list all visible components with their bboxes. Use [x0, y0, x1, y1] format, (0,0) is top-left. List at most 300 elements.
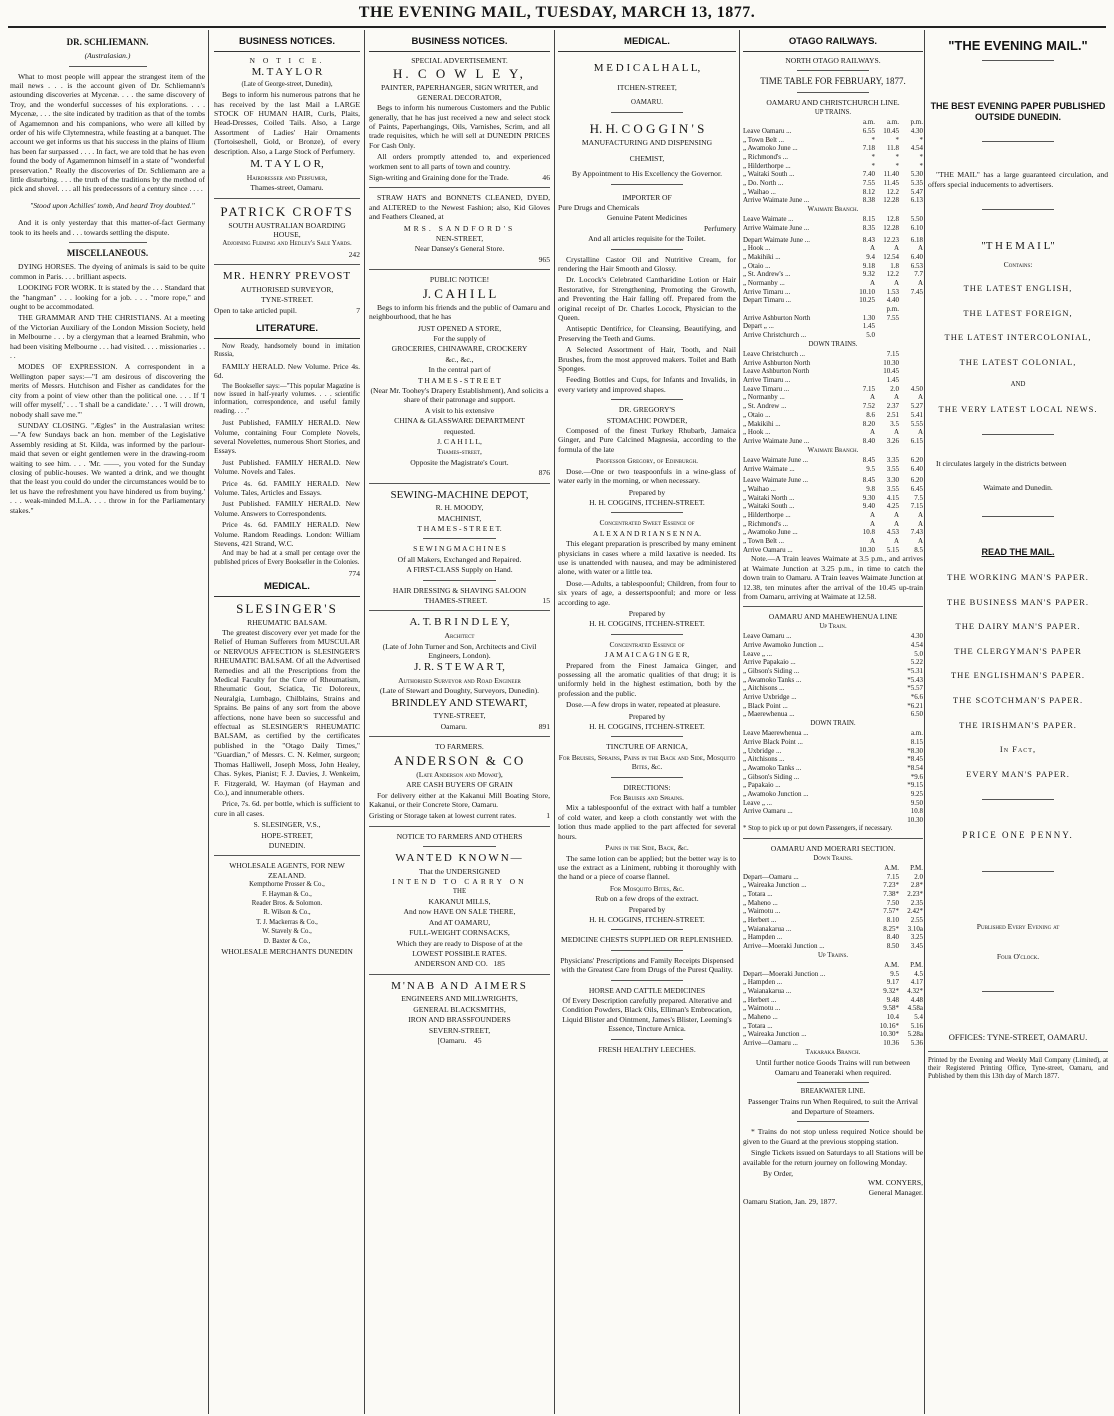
station-name: Arrive Waimate June ... [743, 196, 810, 205]
station-name: Leave Waimate June ... [743, 455, 809, 464]
branch-title: Waimate Branch. [807, 446, 859, 454]
paper-heading: "T H E M A I L" [981, 240, 1055, 253]
departure-time: 5.4 [914, 1013, 923, 1022]
departure-time: 6.50 [910, 710, 923, 719]
article-paragraph: What to most people will appear the strangest item of the mail news . . . is the account given of Dr. Schliemann's astounding discoveries at Mycenæ. . . . the same discovery of Troy, and the wonderful successes of his explorations. . . . Mycenæ, . . . the site indicated by tradition as that of the tombs of Agamemnon and his companions, who were all killed by order of his wife Clytemnestra, while feasting at a banquet. The account we get informs us that his success in the plains of Ilium has been far surpassed . . . . In fact, we are told that he has even found the body of Agamemnon himself in a state of "wonderful preservation." Really the discoveries of Dr. Schliemann are a little disturbing. . . . the truth of the traditions by the method of pick and shovel. . . . all his predecessors of a century since . . . . [10, 71, 205, 194]
departure-time: 4.30 [910, 126, 923, 135]
column-2 [214, 34, 360, 1412]
station-name: „ Waianakarua ... [743, 924, 792, 933]
departure-time: 3.10a [907, 924, 923, 933]
timetable-row [743, 420, 923, 429]
contents-item: THE LATEST COLONIAL, [959, 356, 1077, 367]
timetable-note: Passenger Trains run When Required, to suit the Arrival and Departure of Steamers. [747, 1097, 919, 1116]
audience-item: THE IRISHMAN'S PAPER. [959, 719, 1077, 730]
station-name: „ Waihao ... [743, 187, 776, 196]
departure-time: 6.13 [910, 196, 923, 205]
literature-item: Price 4s. 6d. FAMILY HERALD. New Volume. Random Readings. London: William Stevens, 421 Strand, W.C. [214, 520, 360, 549]
ad-address: Adjoining Fleming and Hedley's Sale Yards. [222, 240, 352, 248]
departure-time: 10.8 [862, 528, 875, 537]
departure-time: 7.55 [862, 178, 875, 187]
station-name: Leave Waimate June ... [743, 476, 809, 485]
ad-body: (Late of John Turner and Son, Architects and Civil Engineers, London). [382, 641, 537, 660]
station-name: Depart Waimate June ... [743, 235, 810, 244]
departure-time: * [919, 152, 923, 161]
section-header: BUSINESS NOTICES. [369, 34, 550, 52]
timetable-header: a.m. a.m. p.m. [862, 118, 923, 127]
departure-time: 8.6 [866, 410, 875, 419]
section-header: BUSINESS NOTICES. [214, 34, 360, 52]
misc-item: THE GRAMMAR AND THE CHRISTIANS. At a meeting of the Victorian Auxiliary of the London Mission Society, held in Melbourne . . . by a clergyman that a learned Brahmin, who had been visiting Melbourne . . . had visited. . . . missionaries . . . . [10, 313, 205, 361]
ad-line: THE [452, 887, 467, 895]
ad-line: A FIRST-CLASS Supply on Hand. [406, 565, 513, 575]
departure-time: A [917, 393, 923, 402]
timetable-row [743, 437, 923, 446]
departure-time: 4.5 [914, 969, 923, 978]
literature-item: Just Published. FAMILY HERALD. New Volume. Answers to Correspondents. [214, 499, 360, 518]
timetable-row [743, 456, 923, 465]
ad-body: (Late of Stewart and Doughty, Surveyors, Dunedin). [379, 686, 540, 696]
divider [611, 249, 682, 250]
departure-time: 8.40 [862, 436, 875, 445]
departure-time: 5.27 [910, 402, 923, 411]
departure-time: 5.41 [910, 410, 923, 419]
misc-item: DYING HORSES. The dyeing of animals is said to be quite common in Paris. . . . brilliant aspects. [10, 262, 205, 281]
divider [611, 184, 682, 185]
timetable-note: Single Tickets issued on Saturdays to all Stations will be available for the return journey on following Monday. [743, 1148, 923, 1167]
product-item: Dr. Locock's Celebrated Cantharidine Lotion or Hair Restorative, for Strengthening, Promoting the Growth, and Preventing the Hair falling off. Prepared from the original receipt of Dr. Charles Locock, Physician to the Queen. [558, 275, 736, 323]
contents-item: THE LATEST ENGLISH, [963, 283, 1073, 294]
column-rule [924, 30, 925, 1414]
agent-item: T. J. Mackerras & Co., [256, 918, 318, 926]
divider [369, 826, 550, 827]
station-name: „ Hampden ... [743, 978, 783, 987]
departure-time: 2.42* [907, 907, 923, 916]
ad-name: ANDERSON & CO [393, 752, 526, 768]
departure-time: 5.16 [910, 1021, 923, 1030]
station-name: „ Otaio ... [743, 410, 771, 419]
station-name: „ Awamoko June ... [743, 528, 798, 537]
divider [982, 434, 1054, 435]
divider [214, 855, 360, 856]
ad-line: Concentrated Sweet Essence of [599, 518, 695, 528]
ad-signature: H. H. COGGINS, ITCHEN-STREET. [589, 914, 705, 924]
departure-time: * [871, 161, 875, 170]
station-name: „ Waireaka Junction ... [743, 881, 807, 890]
timetable-row [743, 153, 923, 162]
station-name: Depart Timaru ... [743, 296, 792, 305]
price: PRICE ONE PENNY. [962, 830, 1074, 841]
timetable-row [743, 528, 923, 537]
divider [982, 991, 1054, 992]
station-name: „ Hilderthorpe ... [743, 510, 791, 519]
departure-time: * [895, 135, 899, 144]
departure-time: 3.26 [886, 436, 899, 445]
ad-note: Gristing or Storage taken at lowest current rates. 1 [369, 811, 550, 821]
timetable-row [743, 641, 923, 650]
divider [797, 92, 869, 93]
departure-time: 12.28 [883, 223, 899, 232]
departure-time [899, 314, 923, 323]
ad-address: ITCHEN-STREET, [617, 83, 677, 93]
departure-time: 7.18 [862, 144, 875, 153]
departure-time: 8.15 [862, 215, 875, 224]
departure-time: 3.55 [886, 464, 899, 473]
literature-item: Now Ready, handsomely bound in imitation Russia, [214, 342, 360, 359]
line-title: OAMARU AND MAHEWHENUA LINE [768, 612, 898, 622]
departure-time: 12.2 [886, 270, 899, 279]
station-name: „ Hook ... [743, 428, 771, 437]
departure-time [875, 322, 899, 331]
station-name: „ Aitchisons ... [743, 684, 785, 693]
departure-time: A [893, 244, 899, 253]
timetable-row [743, 978, 923, 987]
timetable-row [743, 933, 923, 942]
timetable-header: A.M. P.M. [884, 863, 923, 872]
ad-address: T H A M E S - S T R E E T. [417, 524, 502, 534]
section-title-miscellaneous: MISCELLANEOUS. [66, 248, 149, 259]
contents-label: Contains: [1003, 259, 1033, 269]
timetable-row [743, 537, 923, 546]
departure-time: *6.6 [910, 692, 923, 701]
ad-address: NEN-STREET, [435, 233, 484, 243]
departure-time: 9.32 [862, 270, 875, 279]
ad-signature: M. T A Y L O R, [250, 158, 324, 171]
divider [369, 610, 550, 611]
column-rule [739, 30, 740, 1414]
ad-line: Perfumery [703, 223, 736, 233]
divider [611, 112, 682, 113]
departure-time: A [917, 510, 923, 519]
departure-time: 12.28 [883, 196, 899, 205]
timetable-row [743, 1013, 923, 1022]
ad-line: Of all Makers, Exchanged and Repaired. [397, 554, 522, 564]
departure-time: 5.35 [910, 178, 923, 187]
departure-time: * [919, 161, 923, 170]
timetable-row [743, 916, 923, 925]
station-name: Arrive Awamoko Junction ... [743, 640, 824, 649]
ad-line: Genuine Patent Medicines [606, 213, 688, 223]
agent-item: F. Hayman & Co., [262, 890, 312, 898]
departure-time: 10.4 [886, 1013, 899, 1022]
timetable-row [743, 511, 923, 520]
station-name: „ Makikihi ... [743, 419, 781, 428]
agents-footer: WHOLESALE MERCHANTS DUNEDIN [221, 947, 353, 957]
ad-line: Which they are ready to Dispose of at the [396, 938, 523, 948]
ad-address: Thames-street, Oamaru. [250, 183, 324, 193]
timetable-row [743, 702, 923, 711]
timetable-row [743, 942, 923, 951]
divider [611, 929, 682, 930]
station-name: „ Maerewhenua ... [743, 710, 795, 719]
departure-time: 7.7 [914, 270, 923, 279]
departure-time: 12.23 [883, 235, 899, 244]
timetable-om-down [743, 864, 923, 951]
station-name: „ Gibson's Siding ... [743, 666, 800, 675]
ad-line: T H A M E S - S T R E E T [418, 375, 501, 385]
ad-signature: H. H. COGGINS, ITCHEN-STREET. [589, 619, 705, 629]
divider [369, 187, 550, 188]
timetable-row [743, 314, 923, 323]
timetable-row [743, 546, 923, 555]
timetable-row [743, 773, 923, 782]
departure-time [899, 296, 923, 305]
timetable-mw-down [743, 729, 923, 824]
station-name: „ Hook ... [743, 244, 771, 253]
departure-time: *9.6 [910, 772, 923, 781]
timetable-row [743, 485, 923, 494]
departure-time: 3.30 [886, 476, 899, 485]
timetable-row [743, 781, 923, 790]
departure-time: 5.55 [910, 419, 923, 428]
timetable-branch [743, 215, 923, 232]
station-name: „ Waihao ... [743, 484, 776, 493]
departure-time: 7.50 [886, 898, 899, 907]
departure-time: 6.53 [910, 261, 923, 270]
ad-body: Dose.—Adults, a tablespoonful; Children, from four to six years of age, a dessertspoonful; and more or less according to age. [558, 578, 736, 607]
departure-time: A [893, 510, 899, 519]
departure-time: * [871, 152, 875, 161]
timetable-row [743, 684, 923, 693]
ad-trade: MACHINIST, [437, 513, 482, 523]
line-title: BREAKWATER LINE. [800, 1088, 866, 1096]
ad-address: Opposite the Magistrate's Court. [410, 457, 509, 467]
railway-subtitle: NORTH OTAGO RAILWAYS. [785, 55, 881, 65]
timetable-row [743, 350, 923, 359]
ad-name: M'NAB AND AIMERS [391, 979, 528, 992]
departure-time [851, 305, 875, 314]
ad-line: JUST OPENED A STORE, [417, 323, 502, 333]
timetable-row [743, 428, 923, 437]
station-name: Leave Oamaru ... [743, 126, 792, 135]
departure-time: 2.51 [886, 410, 899, 419]
ad-name: M E D I C A L H A L L, [593, 61, 701, 74]
timetable-mw-up [743, 632, 923, 719]
station-name: Leave Timaru ... [743, 384, 790, 393]
departure-time: 10.8 [910, 807, 923, 816]
divider [743, 606, 923, 607]
departure-time: 9.40 [862, 502, 875, 511]
departure-time: 6.45 [910, 484, 923, 493]
audience-item: THE CLERGYMAN'S PAPER [954, 645, 1082, 656]
timetable-row [743, 144, 923, 153]
timetable-row [743, 1030, 923, 1039]
timetable-row [743, 807, 923, 816]
contents-item: AND [1010, 381, 1026, 389]
ad-name: J A M A I C A G I N G E R, [604, 650, 690, 660]
departure-time [899, 359, 923, 368]
departure-time: 9.58* [883, 1004, 899, 1013]
timetable-row [743, 262, 923, 271]
departure-time: 5.36 [910, 1039, 923, 1048]
station-name: Arrive Oamaru ... [743, 807, 793, 816]
timetable-row [743, 899, 923, 908]
departure-time: 4.15 [886, 493, 899, 502]
misc-item: MODES OF EXPRESSION. A correspondent in a Wellington paper says:—"I am desirous of discovering the merits of Messrs. Hutchison and Fisher as candidates for the city from a point of view other than the political one. . . . If 'I will offer myself,' . . . 'I shall be a candidate.' . . . 'I will drown, nobody shall save me.'" [10, 362, 205, 419]
ad-line: FRESH HEALTHY LEECHES. [598, 1044, 696, 1054]
station-name [743, 816, 899, 825]
departure-time: 5.47 [910, 187, 923, 196]
ad-name: HORSE AND CATTLE MEDICINES [588, 985, 706, 995]
order-line: By Order, [763, 1168, 794, 1178]
read-heading: READ THE MAIL. [981, 547, 1055, 558]
ad-line: That the UNDERSIGNED [419, 866, 500, 876]
departure-time: *6.21 [907, 701, 923, 710]
departure-time: 5.0 [914, 649, 923, 658]
timetable-row [743, 729, 923, 738]
column-4 [558, 34, 736, 1412]
ad-subtitle: (Late Anderson and Mowat), [416, 769, 503, 779]
departure-time: 4.58a [907, 1004, 923, 1013]
timetable-row [743, 755, 923, 764]
section-header: LITERATURE. [214, 321, 360, 339]
audience-item: THE BUSINESS MAN'S PAPER. [947, 596, 1089, 607]
timetable-row [743, 632, 923, 641]
ad-body: Rub on a few drops of the extract. [595, 894, 699, 904]
departure-time: 5.30 [910, 170, 923, 179]
timetable-note: * Trains do not stop unless required Notice should be given to the Guard at the previous stopping station. [743, 1127, 923, 1146]
ad-trade: Hairdresser and Perfumer, [246, 172, 328, 182]
departure-time: 4.25 [886, 502, 899, 511]
agent-item: D. Baxter & Co., [263, 937, 311, 945]
timetable-row [743, 402, 923, 411]
station-name: „ Gibson's Siding ... [743, 772, 800, 781]
station-name [743, 305, 851, 314]
departure-time: 2.55 [910, 916, 923, 924]
station-name: „ Awamoko June ... [743, 144, 798, 153]
station-name: „ Richmond's ... [743, 152, 789, 161]
station-name: „ Hampden ... [743, 933, 783, 942]
paper-districts: Waimate and Dunedin. [983, 482, 1053, 492]
divider [369, 736, 550, 737]
station-name: Arrive Ashburton North [743, 358, 811, 367]
manager-title: General Manager. [868, 1187, 923, 1197]
departure-time: 11.40 [883, 170, 899, 179]
ad-line: Professor Gregory, of Edinburgh. [595, 456, 699, 466]
departure-time: A [893, 428, 899, 437]
paper-circulation: "THE MAIL" has a large guaranteed circulation, and offers special inducements to advertisers. [928, 170, 1108, 189]
station-name: „ Waireaka Junction ... [743, 1030, 807, 1039]
agent-item: Kempthorne Prosser & Co., [249, 881, 325, 889]
paper-districts: It circulates largely in the districts between [936, 459, 1067, 469]
direction-title: Down Trains. [813, 854, 853, 862]
departure-time: 6.18 [910, 235, 923, 244]
departure-time [851, 350, 875, 359]
departure-time: 9.5 [890, 969, 899, 978]
departure-time: 2.0 [890, 384, 899, 393]
timetable-row [743, 747, 923, 756]
departure-time: 5.28a [907, 1030, 923, 1039]
divider [797, 1121, 869, 1122]
departure-time: A [917, 519, 923, 528]
timetable-row [743, 764, 923, 773]
departure-time: 9.25 [910, 790, 923, 799]
departure-time: 8.20 [862, 419, 875, 428]
literature-item: Price 4s. 6d. FAMILY HERALD. New Volume. Tales, Articles and Essays. [214, 478, 360, 498]
station-name: Leave Oamaru ... [743, 632, 792, 641]
departure-time: 3.35 [886, 455, 899, 464]
agent-item: Reader Bros. & Solomon. [251, 900, 323, 908]
departure-time: 7.40 [862, 170, 875, 179]
timetable-row [743, 385, 923, 394]
ad-signature: ANDERSON AND CO. 185 [414, 959, 505, 969]
station-name: „ St. Andrew ... [743, 402, 787, 411]
departure-time: 8.25* [883, 924, 899, 933]
departure-time: 1.45 [862, 322, 875, 331]
departure-time: A [869, 519, 875, 528]
ad-line: Concentrated Essence of [609, 639, 685, 649]
departure-time: 2.37 [886, 402, 899, 411]
departure-time: 6.20 [910, 476, 923, 485]
article-source: (Australasian.) [84, 51, 131, 61]
product-item: A Selected Assortment of Hair, Tooth, and Nail Brushes, from the most approved makers. Toilet and Bath Sponges. [558, 345, 736, 374]
timetable-row [743, 127, 923, 136]
departure-time [899, 350, 923, 359]
direction-title: DOWN TRAINS. [808, 340, 858, 348]
ad-body: Prepared from the Finest Jamaica Ginger, and possessing all the aromatic qualities of that drug; it is uniformly held in the highest estimation, both by the profession and the public. [558, 660, 736, 698]
divider [982, 60, 1054, 61]
ad-address: Oamaru. 891 [440, 721, 550, 731]
direction-title: DOWN TRAIN. [810, 719, 856, 727]
departure-time: 8.12 [862, 187, 875, 196]
divider [982, 209, 1054, 210]
timetable-branch [743, 456, 923, 473]
departure-time: 4.17 [910, 978, 923, 987]
ad-body: STRAW HATS and BONNETS CLEANED, DYED, and ALTERED to the Newest Fashion; also, Kid Gloves and Feathers Cleaned, at [369, 193, 550, 222]
departure-time: 7.15 [886, 872, 899, 881]
departure-time: 3.45 [910, 942, 923, 951]
line-title: OAMARU AND CHRISTCHURCH LINE. [766, 98, 900, 108]
timetable-row [743, 253, 923, 262]
departure-time: 11.8 [887, 144, 899, 153]
ad-line: For the supply of [433, 333, 486, 343]
ad-body: Composed of the finest Turkey Rhubarb, Jamaica Ginger, and Pure Calcined Magnesia, according to the formula of the late [558, 426, 736, 454]
section-header: MEDICAL. [558, 34, 736, 52]
offices: OFFICES: TYNE-STREET, OAMARU. [948, 1032, 1088, 1043]
divider [611, 777, 682, 778]
departure-time: 4.54 [910, 640, 923, 649]
departure-time: 1.53 [886, 287, 899, 296]
ad-number: 774 [348, 569, 360, 579]
timetable-up [743, 118, 923, 205]
departure-time: 1.30 [862, 313, 875, 322]
departure-time: 9.4 [866, 252, 875, 261]
departure-time: 6.15 [910, 436, 923, 445]
ad-address: THAMES-STREET. 15 [424, 596, 550, 606]
ad-name: H. H. C O G G I N ' S [589, 121, 705, 137]
divider [369, 269, 550, 270]
divider [423, 580, 495, 581]
departure-time: 3.5 [890, 419, 899, 428]
station-name: „ Normanby ... [743, 393, 785, 402]
ad-trade: PAINTER, PAPERHANGER, SIGN WRITER, and GENERAL DECORATOR, [381, 83, 538, 102]
ad-name: A L E X A N D R I A N S E N N A. [592, 528, 702, 538]
departure-time: 6.10 [910, 223, 923, 232]
station-name: „ Do. North ... [743, 178, 784, 187]
divider [69, 66, 147, 67]
timetable-note: * Stop to pick up or put down Passengers, if necessary. [743, 824, 893, 832]
ad-line: KAKANUI MILLS, [428, 897, 491, 907]
timetable-row [743, 359, 923, 368]
station-name: „ Papakaio ... [743, 781, 781, 790]
ad-name: MRS. SANDFORD'S [403, 223, 516, 233]
ad-body: Begs to inform his numerous Customers and the Public generally, that he has just received a new and select stock of Paints, Paperhangings, Oils, Varnishes, Scrim, and all trade requisites, which he will sell at DUNEDIN PRICES For Cash Only. [369, 103, 550, 150]
timetable-row [743, 136, 923, 145]
divider [611, 512, 682, 513]
timetable-row [743, 650, 923, 659]
departure-time: 8.45 [862, 476, 875, 485]
agents-title: WHOLESALE AGENTS, FOR NEW ZEALAND. [229, 861, 345, 880]
station-name: „ Awamoko Tanks ... [743, 764, 802, 773]
